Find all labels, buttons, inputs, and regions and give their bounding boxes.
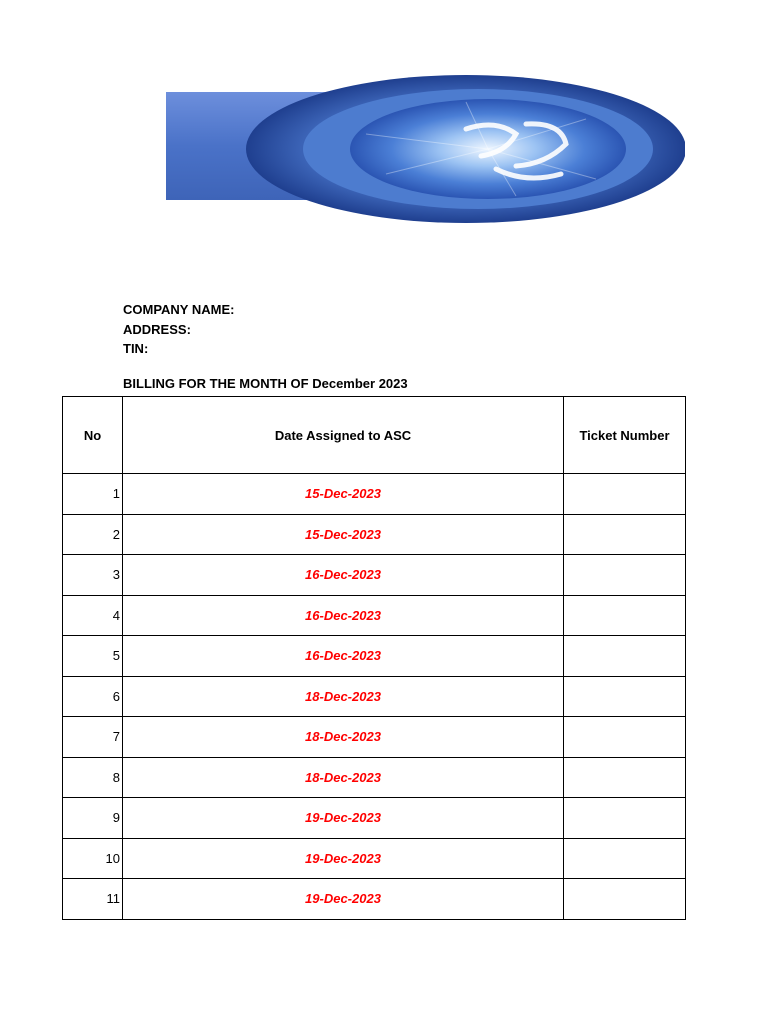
ticket-number-cell[interactable] bbox=[564, 676, 686, 717]
date-assigned: 16-Dec-2023 bbox=[123, 595, 564, 636]
company-name-label: COMPANY NAME: bbox=[123, 302, 235, 317]
company-logo bbox=[166, 74, 685, 224]
row-number: 4 bbox=[63, 595, 123, 636]
ticket-number-cell[interactable] bbox=[564, 514, 686, 555]
date-assigned: 19-Dec-2023 bbox=[123, 879, 564, 920]
date-assigned: 18-Dec-2023 bbox=[123, 717, 564, 758]
row-number: 5 bbox=[63, 636, 123, 677]
table-row bbox=[63, 879, 686, 920]
table-row bbox=[63, 798, 686, 839]
date-assigned: 15-Dec-2023 bbox=[123, 474, 564, 515]
table-row bbox=[63, 757, 686, 798]
row-number: 3 bbox=[63, 555, 123, 596]
ticket-number-cell[interactable] bbox=[564, 636, 686, 677]
ticket-number-cell[interactable] bbox=[564, 798, 686, 839]
ticket-number-cell[interactable] bbox=[564, 717, 686, 758]
row-number: 8 bbox=[63, 757, 123, 798]
date-assigned: 16-Dec-2023 bbox=[123, 555, 564, 596]
ticket-number-cell[interactable] bbox=[564, 474, 686, 515]
ticket-number-cell[interactable] bbox=[564, 555, 686, 596]
row-number: 11 bbox=[63, 879, 123, 920]
address-label: ADDRESS: bbox=[123, 321, 191, 337]
row-number: 7 bbox=[63, 717, 123, 758]
row-number: 1 bbox=[63, 474, 123, 515]
date-assigned: 16-Dec-2023 bbox=[123, 636, 564, 677]
billing-month: December 2023 bbox=[312, 376, 408, 391]
row-number: 2 bbox=[63, 514, 123, 555]
table-row bbox=[63, 514, 686, 555]
ticket-number-cell[interactable] bbox=[564, 838, 686, 879]
table-row bbox=[63, 676, 686, 717]
ticket-number-cell[interactable] bbox=[564, 757, 686, 798]
table-row bbox=[63, 555, 686, 596]
table-row bbox=[63, 717, 686, 758]
billing-heading bbox=[123, 376, 408, 391]
date-assigned: 19-Dec-2023 bbox=[123, 798, 564, 839]
company-info-block bbox=[123, 300, 234, 359]
date-assigned: 15-Dec-2023 bbox=[123, 514, 564, 555]
billing-table bbox=[62, 396, 686, 920]
billing-prefix: BILLING FOR THE MONTH OF bbox=[123, 376, 309, 391]
date-assigned: 19-Dec-2023 bbox=[123, 838, 564, 879]
table-row bbox=[63, 595, 686, 636]
column-header-ticket: Ticket Number bbox=[564, 397, 686, 474]
column-header-no: No bbox=[63, 397, 123, 474]
tin-label: TIN: bbox=[123, 341, 149, 356]
column-header-date: Date Assigned to ASC bbox=[123, 397, 564, 474]
table-row bbox=[63, 636, 686, 677]
ticket-number-cell[interactable] bbox=[564, 879, 686, 920]
row-number: 9 bbox=[63, 798, 123, 839]
row-number: 6 bbox=[63, 676, 123, 717]
ticket-number-cell[interactable] bbox=[564, 595, 686, 636]
date-assigned: 18-Dec-2023 bbox=[123, 757, 564, 798]
date-assigned: 18-Dec-2023 bbox=[123, 676, 564, 717]
table-header-row bbox=[63, 397, 686, 474]
table-row bbox=[63, 838, 686, 879]
table-row bbox=[63, 474, 686, 515]
row-number: 10 bbox=[63, 838, 123, 879]
